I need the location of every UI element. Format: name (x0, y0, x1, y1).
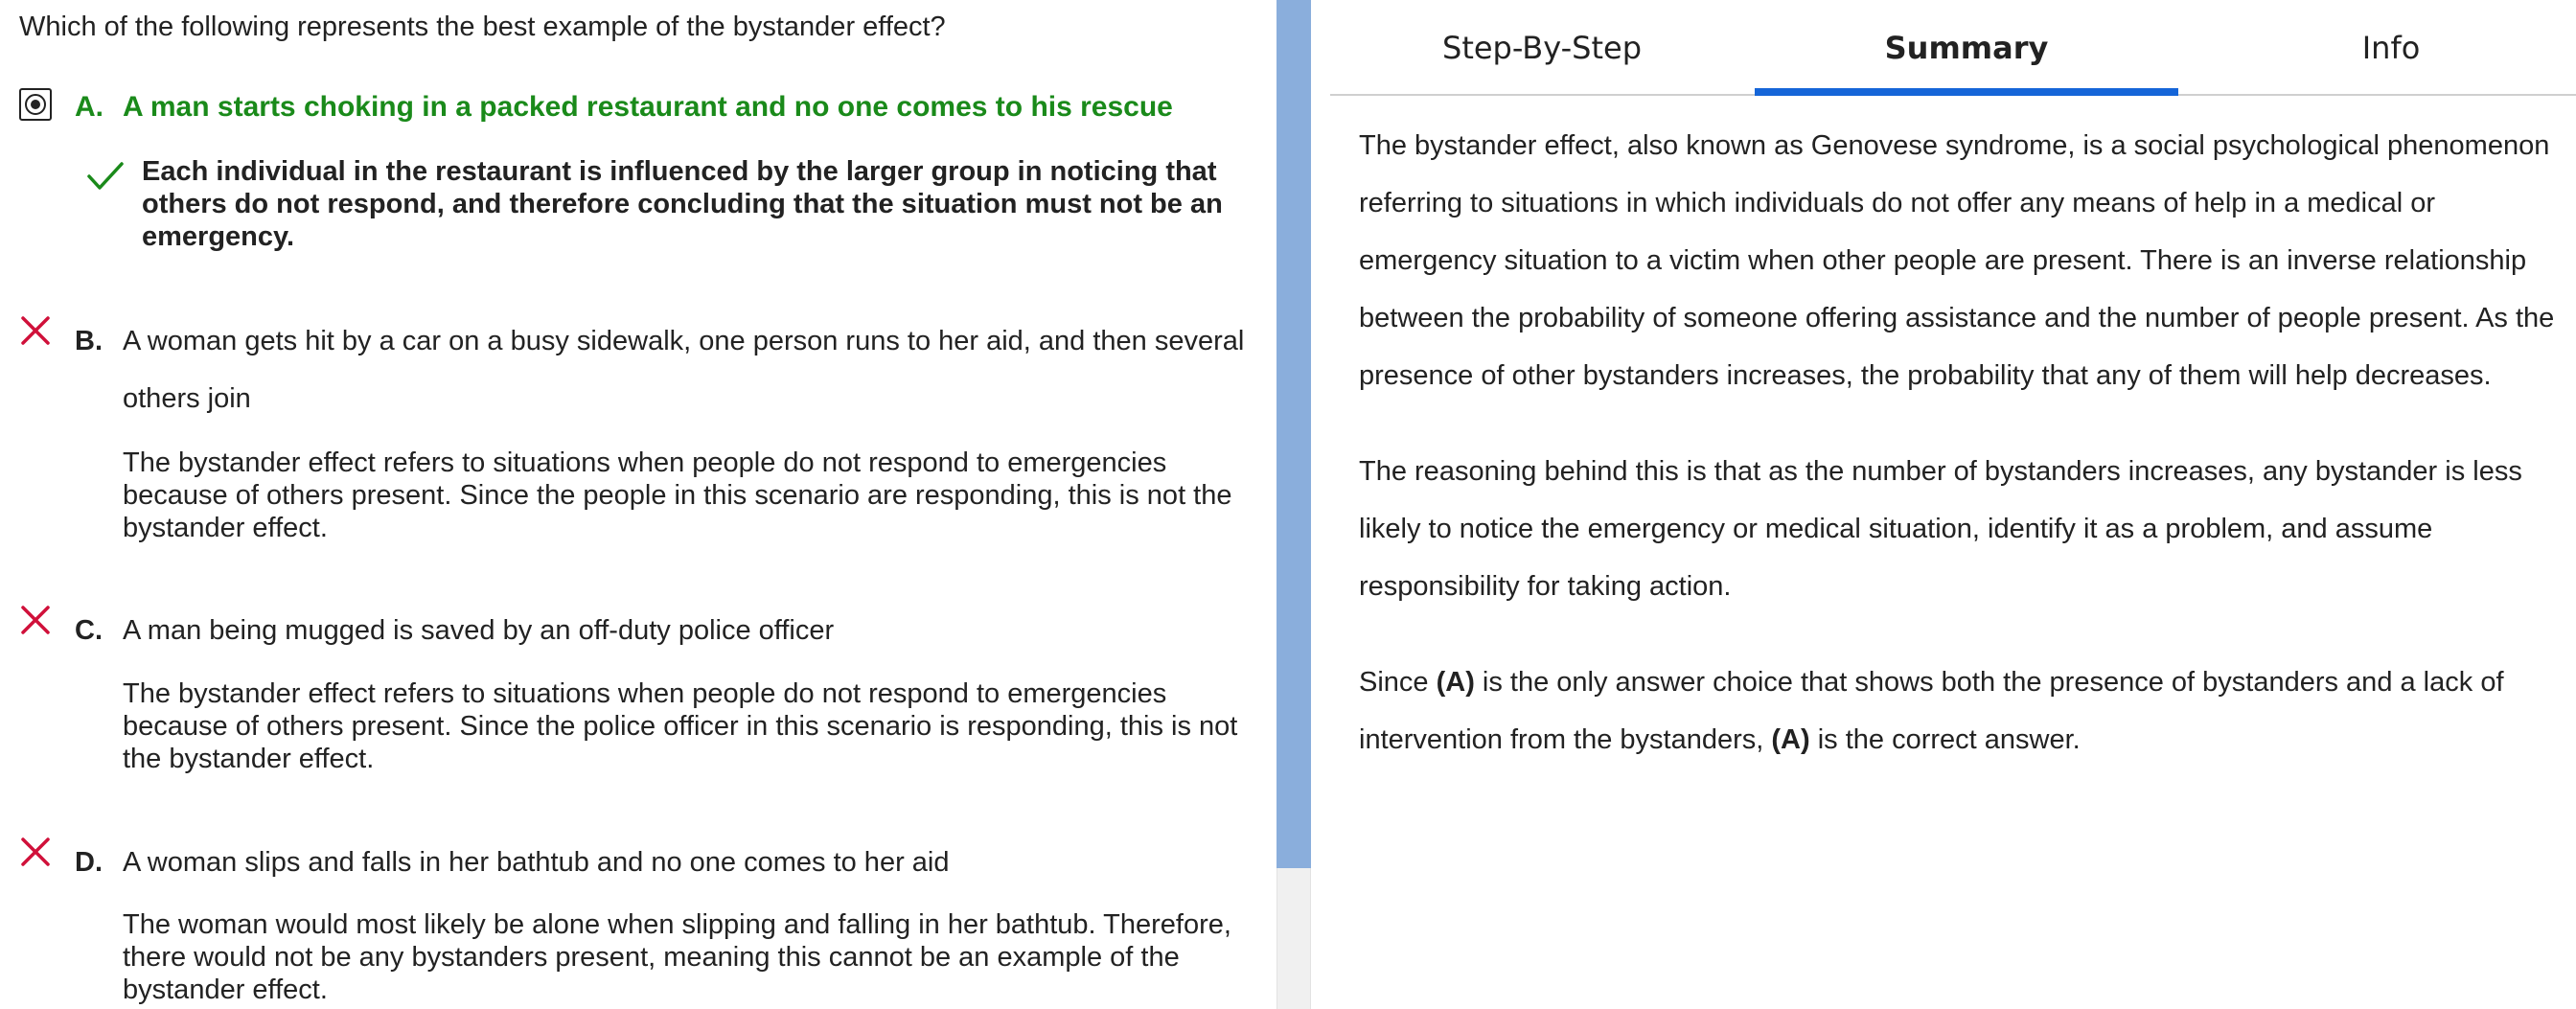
scrollbar-thumb[interactable] (1276, 0, 1311, 868)
explanation-pane (1330, 0, 2576, 1009)
summary-content (1359, 117, 2557, 807)
option-b-letter: B. (75, 326, 103, 356)
answer-ref: (A) (1436, 667, 1475, 698)
tab-summary[interactable]: Summary (1884, 30, 2049, 66)
radio-selected-icon[interactable] (19, 88, 52, 121)
summary-paragraph-3: Since (A) is the only answer choice that shows both the presence of bystanders and a lack of intervention from the bystanders, (A) is the correct answer. (1359, 667, 2504, 755)
option-d-explanation: The woman would most likely be alone when slipping and falling in her bathtub. Therefore, there would not be any bystanders present, meaning this cannot be an example of the bystander effect. (123, 909, 1231, 1005)
summary-paragraph-2: The reasoning behind this is that as the number of bystanders increases, any bystander is less likely to notice the emergency or medical situation, identify it as a problem, and assume responsibility for taking action. (1359, 456, 2522, 602)
option-a-explanation: Each individual in the restaurant is influenced by the larger group in noticing that others do not respond, and therefore concluding that the situation must not be an emergency. (142, 156, 1223, 252)
option-d-text: A woman slips and falls in her bathtub and no one comes to her aid (123, 847, 950, 878)
tab-info[interactable]: Info (2361, 30, 2421, 66)
option-a-text: A man starts choking in a packed restaurant and no one comes to his rescue (123, 91, 1173, 123)
tab-step-by-step[interactable]: Step-By-Step (1442, 30, 1642, 66)
option-a-letter: A. (75, 91, 104, 123)
x-icon (19, 836, 52, 868)
option-c-text: A man being mugged is saved by an off-duty police officer (123, 615, 835, 646)
option-d-letter: D. (75, 847, 103, 878)
answer-ref: (A) (1771, 724, 1810, 755)
question-pane (0, 0, 1275, 1009)
option-b-explanation: The bystander effect refers to situations when people do not respond to emergencies because of others present. Since the people in this scenario are responding, this is not the bystander effect. (123, 447, 1232, 543)
summary-paragraph-1: The bystander effect, also known as Genovese syndrome, is a social psychological phenomenon referring to situations in which individuals do not offer any means of help in a medical or emergency situation to a victim when other people are present. There is an inverse relationship between the probability of someone offering assistance and the number of people present. As the presence of other bystanders increases, the probability that any of them will help decreases. (1359, 130, 2555, 391)
x-icon (19, 314, 52, 347)
x-icon (19, 604, 52, 636)
option-b-text: A woman gets hit by a car on a busy sidewalk, one person runs to her aid, and then several others join (123, 326, 1245, 414)
active-tab-indicator (1755, 88, 2178, 96)
option-c-letter: C. (75, 615, 103, 646)
tab-bar (1330, 0, 2576, 96)
question-text: Which of the following represents the best example of the bystander effect? (19, 11, 946, 42)
checkmark-icon (86, 159, 125, 194)
option-c-explanation: The bystander effect refers to situations when people do not respond to emergencies because of others present. Since the police officer in this scenario is responding, this is not the bystander effect. (123, 678, 1238, 774)
